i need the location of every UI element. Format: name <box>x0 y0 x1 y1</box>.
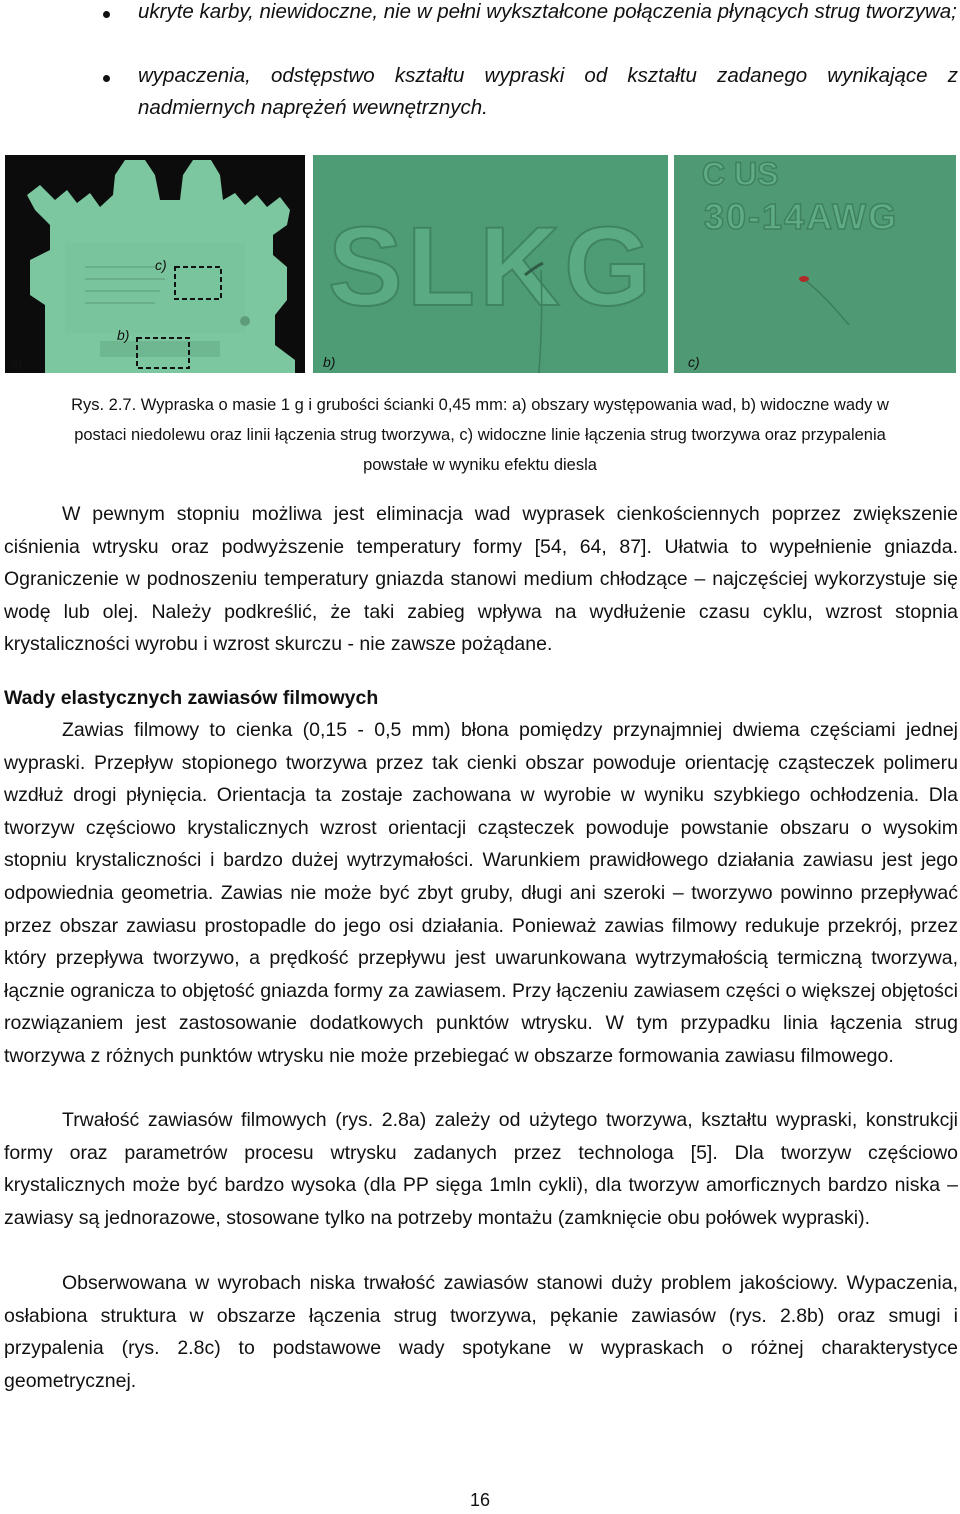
paragraph: Obserwowana w wyrobach niska trwałość zawiasów stanowi duży problem jakościowy. Wypaczenia, osłabiona struktura w obszarze łączenia strug tworzywa, pękanie zawiasów (rys. 2.8b) oraz smugi i przypalenia (rys. 2.8c) to podstawowe wady spotykane w wypraskach o różnej charakterystyce geometrycznej. <box>4 1272 958 1392</box>
figure-photo-a <box>5 155 305 373</box>
paragraph: W pewnym stopniu możliwa jest eliminacja wad wyprasek cienkościennych poprzez zwiększenie ciśnienia wtrysku oraz podwyższenie temperatury formy [54, 64, 87]. Ułatwia to wypełnienie gniazda. Ograniczenie w podnoszeniu temperatury gniazda stanowi medium chłodzące – najczęściej wykorzystuje się wodę lub olej. Należy podkreślić, że taki zabieg wpływa na wydłużenie czasu cyklu, wzrost stopnia krystaliczności wyrobu i wzrost skurczu - nie zawsze pożądane. <box>4 503 958 656</box>
embossed-text-line2: 30-14AWG <box>704 196 899 237</box>
caption-line: powstałe w wyniku efektu diesla <box>363 456 597 474</box>
figure-caption <box>0 390 960 480</box>
paragraph: Trwałość zawiasów filmowych (rys. 2.8a) zależy od użytego tworzywa, kształtu wypraski, konstrukcji formy oraz parametrów procesu wtrysku zadanych przez technologa [5]. Dla tworzyw częściowo krystalicznych może być bardzo wysoka (dla PP sięga 1mln cykli), dla tworzyw amorficznych bardzo niska – zawiasy są jednorazowe, stosowane tylko na potrzeby montażu (zamknięcie obu połówek wypraski). <box>4 1109 958 1229</box>
bullet-text: ukryte karby, niewidoczne, nie w pełni wykształcone połączenia płynących strug tworzywa; <box>138 0 957 23</box>
caption-line: postaci niedolewu oraz linii łączenia strug tworzywa, c) widoczne linie łączenia strug tworzywa oraz przypalenia <box>74 426 886 444</box>
paragraph: Zawias filmowy to cienka (0,15 - 0,5 mm) błona pomiędzy przynajmniej dwiema częściami jednej wypraski. Przepływ stopionego tworzywa przez tak cienki obszar powoduje orientację cząsteczek polimeru wzdłuż drogi płynięcia. Orientacja ta zostaje zachowana w wyrobie w wyniku szybkiego ochłodzenia. Dla tworzyw częściowo krystalicznych wzrost orientacji cząsteczek powoduje powstanie obszaru o wysokim stopniu krystaliczności i bardzo dużej wytrzymałości. Warunkiem prawidłowego działania zawiasu jest jego odpowiednia geometria. Zawias nie może być zbyt gruby, długi ani szeroki – tworzywo powinno przepływać przez obszar zawiasu prostopadle do jego osi działania. Ponieważ zawias filmowy redukuje przekrój, przez który przepływa tworzywo, a prędkość przepływu jest uwarunkowana wytrzymałością termiczną tworzywa, łącznie ogranicza to objętość gniazda formy za zawiasem. Przy łączeniu zawiasem części o większej objętości rozwiązaniem jest zastosowanie dodatkowych punktów wtrysku. W tym przypadku linia łączenia strug tworzywa z różnych punktów wtrysku nie może przebiegać w obszarze formowania zawiasu filmowego. <box>4 719 958 1067</box>
bullet-text: wypaczenia, odstępstwo kształtu wypraski od kształtu zadanego wynikające z nadmiernych naprężeń wewnętrznych. <box>138 64 958 119</box>
panel-label-b: b) <box>323 354 336 370</box>
section-heading: Wady elastycznych zawiasów filmowych <box>4 687 379 709</box>
bullet-dot <box>103 75 110 82</box>
embossed-text: SLKG <box>328 204 656 329</box>
figure-photo-b <box>313 155 668 373</box>
closeup-c-illustration <box>674 155 956 373</box>
panel-label-a: a) <box>10 354 23 370</box>
page-number: 16 <box>469 1490 491 1510</box>
closeup-b-illustration <box>313 155 668 373</box>
caption-line: Rys. 2.7. Wypraska o masie 1 g i grubości ścianki 0,45 mm: a) obszary występowania wad, b) widoczne wady w <box>71 396 889 414</box>
region-label-c: c) <box>155 257 167 273</box>
figure-photo-c <box>674 155 956 373</box>
bullet-dot <box>103 11 110 18</box>
embossed-text-line1: C US <box>702 156 779 192</box>
panel-label-c: c) <box>688 354 700 370</box>
region-label-b: b) <box>117 327 130 343</box>
